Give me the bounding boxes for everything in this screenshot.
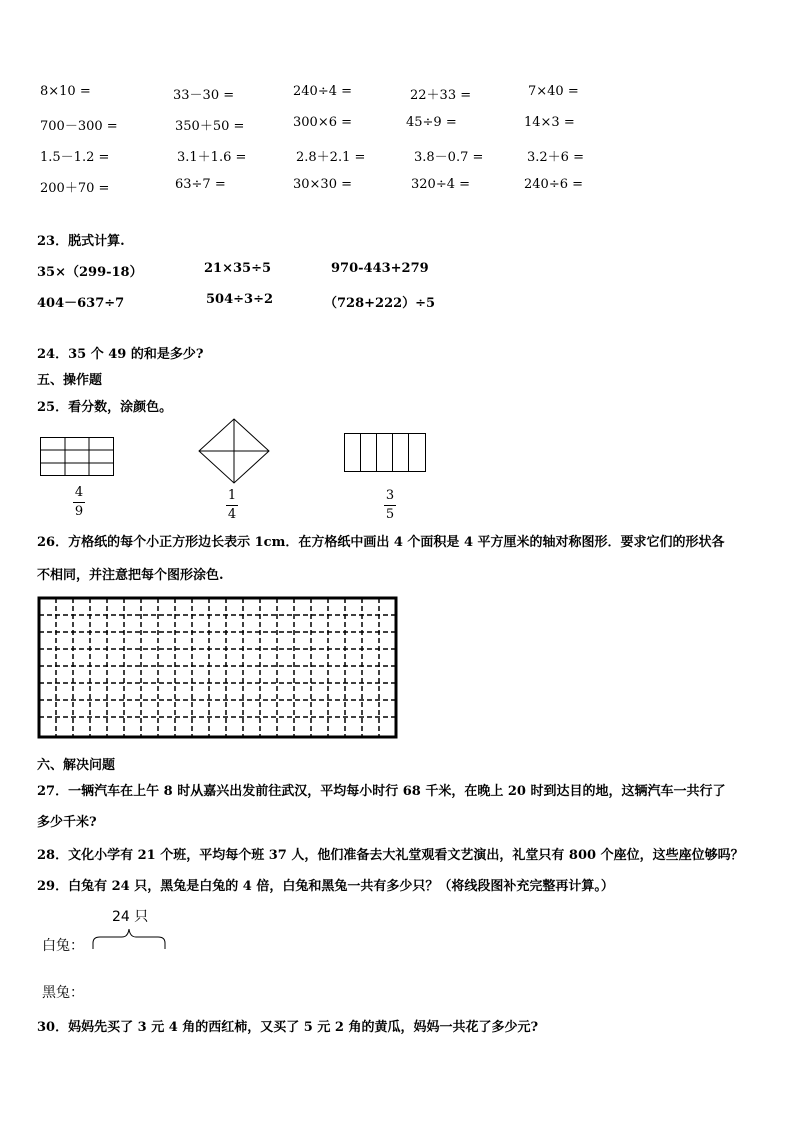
q24-text: 24．35 个 49 的和是多少? [37,347,204,362]
oral-item: 7×40 = [528,84,579,99]
fraction-numerator: 1 [227,488,237,503]
oral-item: 200＋70 = [40,181,110,196]
q28-text: 28．文化小学有 21 个班，平均每个班 37 人，他们准备去大礼堂观看文艺演出，礼堂只有 800 个座位，这些座位够吗？ [37,848,744,863]
q23-expression: 21×35÷5 [204,261,272,276]
q23-expression: 504÷3÷2 [206,292,274,307]
oral-item: 3.8－0.7 = [414,150,484,165]
fraction-3-5 [380,488,400,523]
fraction-denominator: 4 [227,507,237,522]
diamond-figure [198,418,270,484]
q26-text-line2: 不相同，并注意把每个图形涂色. [37,568,224,583]
oral-item: 240÷4 = [293,84,353,99]
grid-paper [37,596,399,740]
oral-item: 1.5－1.2 = [40,150,110,165]
fraction-denominator: 9 [74,504,84,519]
oral-item: 8×10 = [40,84,91,99]
oral-item: 700－300 = [40,119,118,134]
oral-item: 240÷6 = [524,177,584,192]
fraction-numerator: 3 [385,488,395,503]
oral-item: 320÷4 = [411,177,471,192]
oral-item: 33－30 = [173,88,235,103]
oral-item: 350＋50 = [175,119,245,134]
rect-grid-figure [40,437,114,477]
oral-item: 45÷9 = [406,115,457,130]
q27-text-line2: 多少千米? [37,815,97,830]
q27-text-line1: 27．一辆汽车在上午 8 时从嘉兴出发前往武汉，平均每小时行 68 千米，在晚上 20 时到达目的地，这辆汽车一共行了 [37,784,726,799]
fraction-1-4 [222,488,242,523]
oral-item: 30×30 = [293,177,353,192]
q25-title: 25．看分数，涂颜色。 [37,400,173,415]
q29-text: 29．白兔有 24 只，黑兔是白兔的 4 倍，白兔和黑兔一共有多少只？（将线段图补充完整再计算。） [37,879,614,894]
q23-title: 23．脱式计算. [37,234,125,249]
q23-expression: 970-443+279 [331,261,429,276]
oral-item: 3.2＋6 = [527,150,584,165]
white-rabbit-label: 白兔： [42,938,84,954]
oral-item: 63÷7 = [175,177,226,192]
oral-item: 3.1＋1.6 = [177,150,247,165]
section-heading-6: 六、解决问题 [37,758,116,773]
fraction-numerator: 4 [74,485,84,500]
q30-text: 30．妈妈先买了 3 元 4 角的西红柿，又买了 5 元 2 角的黄瓜，妈妈一共花了多少元? [37,1020,539,1035]
oral-item: 2.8＋2.1 = [296,150,366,165]
brace-label: 24 只 [112,909,149,925]
q23-expression: 404－637÷7 [37,296,125,311]
q23-expression: 35×（299-18） [37,265,143,280]
section-heading-5: 五、操作题 [37,373,103,388]
curly-brace [92,924,166,950]
black-rabbit-label: 黑兔： [42,985,84,1001]
oral-item: 22＋33 = [410,88,472,103]
fraction-4-9 [69,485,89,520]
fraction-denominator: 5 [385,507,395,522]
strip-rectangle-figure [344,433,426,473]
oral-item: 300×6 = [293,115,353,130]
q23-expression: （728+222）÷5 [324,296,436,311]
oral-item: 14×3 = [524,115,575,130]
q26-text-line1: 26．方格纸的每个小正方形边长表示 1cm．在方格纸中画出 4 个面积是 4 平方厘米的轴对称图形．要求它们的形状各 [37,535,725,550]
